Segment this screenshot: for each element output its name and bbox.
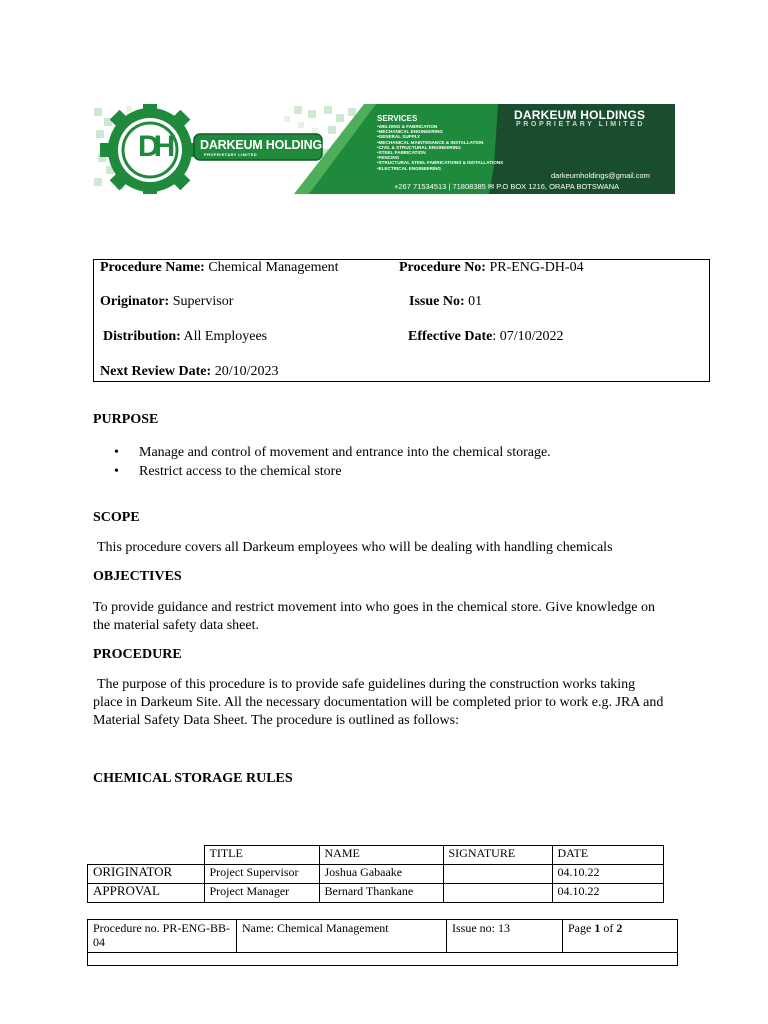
cell-signature <box>443 865 552 884</box>
effective-date-field <box>408 329 564 345</box>
originator-field <box>100 294 233 310</box>
list-item <box>114 462 551 481</box>
service-item: • WELDING & FABRICATION <box>377 124 503 129</box>
services-list <box>377 124 503 171</box>
distribution-field <box>103 329 267 345</box>
table-corner-cell <box>88 846 205 865</box>
table-row <box>88 884 664 903</box>
column-header: NAME <box>319 846 443 865</box>
next-review-value: 20/10/2023 <box>211 364 279 379</box>
objectives-text: To provide guidance and restrict movement into who goes in the chemical store. Give knowledge on the material safety data sheet. <box>93 600 655 633</box>
originator-label: Originator: <box>100 294 170 309</box>
approval-table <box>87 845 664 903</box>
service-item: • ELECTRICAL ENGINEERING <box>377 166 503 171</box>
logo-company-subtitle: PROPRIETARY LIMITED <box>204 152 258 157</box>
service-item: • MECHANICAL MAINTENANCE & INSTALLATION <box>377 140 503 145</box>
company-banner <box>94 104 675 194</box>
company-name: DARKEUM HOLDINGS <box>514 108 646 122</box>
footer-name: Name: Chemical Management <box>237 920 447 953</box>
table-header-row <box>88 846 664 865</box>
footer-blank-row <box>88 953 678 966</box>
issue-no-field <box>409 294 482 310</box>
procedure-no-value: PR-ENG-DH-04 <box>485 260 584 275</box>
page-prefix: Page <box>568 921 595 935</box>
logo-monogram: DH <box>138 130 170 163</box>
company-email: darkeumholdings@gmail.com <box>551 171 650 180</box>
cell-signature <box>443 884 552 903</box>
procedure-no-field <box>399 260 584 276</box>
effective-date-value: : 07/10/2022 <box>492 329 564 344</box>
cell-name: Bernard Thankane <box>319 884 443 903</box>
footer-row <box>88 920 678 953</box>
logo-company-name: DARKEUM HOLDINGS <box>200 138 331 152</box>
service-item: • MECHANICAL ENGINEERING <box>377 129 503 134</box>
scope-text: This procedure covers all Darkeum employees who will be dealing with handling chemicals <box>97 540 613 555</box>
procedure-text: The purpose of this procedure is to provide safe guidelines during the construction works taking place in Darkeum Site. All the necessary documentation will be completed prior to work e.g. JRA and Material Safety Data Sheet. The procedure is outlined as follows: <box>93 677 664 728</box>
procedure-heading: PROCEDURE <box>93 647 182 662</box>
purpose-list <box>114 443 551 481</box>
service-item: • STEEL FABRICATION <box>377 150 503 155</box>
service-item: • GENERAL SUPPLY <box>377 134 503 139</box>
distribution-value: All Employees <box>180 329 268 344</box>
cell-title: Project Manager <box>204 884 319 903</box>
issue-no-label: Issue No: <box>409 294 465 309</box>
distribution-label: Distribution: <box>103 329 181 344</box>
procedure-no-label: Procedure No: <box>399 260 486 275</box>
procedure-name-label: Procedure Name: <box>100 260 205 275</box>
footer-page-number <box>563 920 678 953</box>
originator-value: Supervisor <box>169 294 234 309</box>
list-item <box>114 443 551 462</box>
procedure-header-box <box>93 259 710 382</box>
cell-date: 04.10.22 <box>552 865 663 884</box>
next-review-field <box>100 364 278 380</box>
company-subtitle: PROPRIETARY LIMITED <box>516 121 645 128</box>
purpose-heading: PURPOSE <box>93 412 159 427</box>
cell-name: Joshua Gabaake <box>319 865 443 884</box>
page-current: 1 <box>594 921 601 935</box>
procedure-name-value: Chemical Management <box>204 260 339 275</box>
row-role: APPROVAL <box>88 884 205 903</box>
service-item: • CIVIL & STRUCTURAL ENGINEERING <box>377 145 503 150</box>
column-header: DATE <box>552 846 663 865</box>
services-title: SERVICES <box>377 114 418 123</box>
bullet-icon: • <box>114 445 119 460</box>
company-contact: +267 71534513 | 71808385 ✉ P.O BOX 1216, ORAPA BOTSWANA <box>394 182 620 191</box>
footer-blank-cell <box>88 953 678 966</box>
cell-date: 04.10.22 <box>552 884 663 903</box>
cell-title: Project Supervisor <box>204 865 319 884</box>
footer-table <box>87 919 678 966</box>
issue-no-value: 01 <box>464 294 483 309</box>
table-row <box>88 865 664 884</box>
service-item: • STRUCTURAL STEEL FABRICATIONS & INSTALLATIONS <box>377 160 503 165</box>
bullet-icon: • <box>114 464 119 479</box>
scope-heading: SCOPE <box>93 510 140 525</box>
storage-rules-heading: CHEMICAL STORAGE RULES <box>93 771 293 786</box>
next-review-label: Next Review Date: <box>100 364 212 379</box>
column-header: TITLE <box>204 846 319 865</box>
purpose-item-text: Manage and control of movement and entrance into the chemical storage. <box>139 445 551 460</box>
objectives-heading: OBJECTIVES <box>93 569 182 584</box>
footer-issue-no: Issue no: 13 <box>447 920 563 953</box>
page-of: of <box>600 921 617 935</box>
column-header: SIGNATURE <box>443 846 552 865</box>
purpose-item-text: Restrict access to the chemical store <box>139 464 342 479</box>
effective-date-label: Effective Date <box>408 329 493 344</box>
service-item: • FENCING <box>377 155 503 160</box>
row-role: ORIGINATOR <box>88 865 205 884</box>
page-total: 2 <box>616 921 623 935</box>
procedure-name-field <box>100 260 339 276</box>
footer-procedure-no: Procedure no. PR-ENG-BB- 04 <box>88 920 237 953</box>
